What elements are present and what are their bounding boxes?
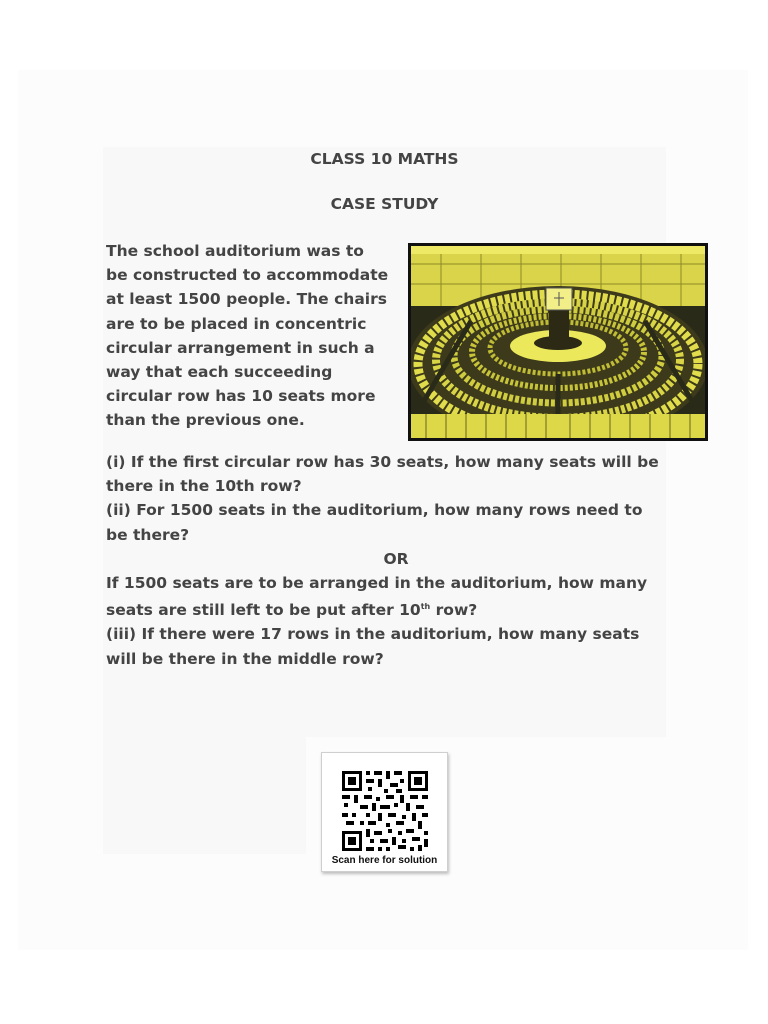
qr-card[interactable] [321, 752, 448, 872]
alternative-question-text: seats are still left to be put after 10 [106, 601, 421, 620]
alternative-question-line-1: If 1500 seats are to be arranged in the auditorium, how many [106, 574, 648, 593]
content-card-lower [103, 737, 306, 854]
qr-code-icon[interactable] [340, 769, 430, 853]
page-title: CLASS 10 MATHS [310, 150, 459, 168]
question-2-line-2: be there? [106, 525, 190, 544]
qr-caption: Scan here for solution [331, 855, 438, 866]
question-2-line-1: (ii) For 1500 seats in the auditorium, how many rows need to [106, 501, 643, 520]
questions-block [106, 450, 676, 671]
question-3-line-1: (iii) If there were 17 rows in the auditorium, how many seats [106, 625, 640, 644]
alternative-question-line-2 [106, 595, 676, 622]
auditorium-illustration [411, 246, 705, 438]
alternative-question-end: row? [430, 601, 478, 620]
ordinal-suffix: th [420, 602, 431, 612]
question-1-line-1: (i) If the first circular row has 30 seats, how many seats will be [106, 453, 659, 471]
page-subtitle: CASE STUDY [330, 195, 439, 213]
auditorium-image [408, 243, 708, 441]
or-separator: OR [383, 549, 409, 568]
question-1-line-2: there in the 10th row? [106, 477, 302, 496]
intro-paragraph: The school auditorium was to be constructed to accommodate at least 1500 people. The chairs are to be placed in concentric circular arrangement in such a way that each succeeding circular row has 10 seats more than the previous one. [106, 242, 389, 430]
question-3-line-2: will be there in the middle row? [106, 649, 384, 668]
